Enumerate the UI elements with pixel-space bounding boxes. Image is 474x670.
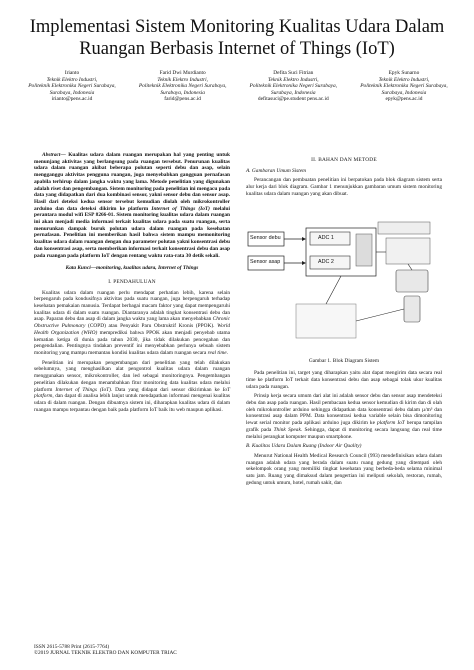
author-inst: Politeknik Elektronika Negeri Surabaya,: [249, 83, 338, 90]
page-footer: [34, 644, 177, 657]
author-name: Defita Suci Fitrian: [273, 70, 314, 76]
abstract-label: Abstract: [42, 152, 61, 158]
author-email: epyk@pens.ac.id: [385, 96, 423, 103]
text-run: . Sehingga, dapat di monitoring secara langsung dan real time melalui perangkat komputer maupun smartphone.: [246, 426, 442, 440]
section-heading-bahan: II. BAHAN DAN METODE: [311, 157, 377, 163]
text-run: memprediksi bahwa PPOK akan menjadi penyebab utama kematian ketiga di dunia pada tahun 2030, jika tidak dilakukan pencegahan dan pengendalian. Pentingnya tindakan preventif ini menyebabkan perlunya sebuah sistem monitoring yang mampu memantau kondisi kualitas udara dalam ruangan secara: [34, 329, 230, 356]
author-dept: Teknik Elektro Industri,: [157, 76, 208, 83]
abstract-emphasis: Internet of Things (IoT): [151, 205, 210, 212]
text-run: .: [226, 349, 228, 356]
author-2: [133, 70, 233, 103]
adc2-label: ADC 2: [318, 258, 334, 265]
author-inst: Politeknik Elektronika Negeri Surabaya,: [360, 83, 448, 90]
left-column: [34, 152, 230, 416]
author-city: Surabaya, Indonesia: [271, 89, 316, 96]
text-run-em: Internet of Things (IoT): [55, 386, 111, 393]
cloud-platform-box: [296, 304, 356, 338]
author-name: Irianto: [64, 70, 80, 76]
adc1-label: ADC 1: [318, 234, 334, 241]
author-email: defitasuci@pe.student pens.ac.id: [257, 96, 329, 103]
text-run-em: IoT platform: [34, 386, 230, 400]
footer-copyright: ©2019 JURNAL TEKNIK ELEKTRO DAN KOMPUTER TRIAC: [34, 650, 177, 657]
author-email: irianto@pens.ac.id: [51, 96, 93, 103]
keywords: [34, 265, 230, 272]
text-run-em: Think Speak: [273, 426, 301, 433]
subsection-heading-gambaran: A. Gambaran Umum Sistem: [246, 167, 306, 174]
author-dept: Teknik Elektro Industri,: [267, 76, 319, 83]
author-email: farid@pens.ac.id: [164, 96, 201, 103]
arduino-chip: [356, 234, 372, 266]
abstract-text: — Kualitas udara dalam ruangan merupakan hal yang penting untuk menunjang aktivitas yang berlangsung pada ruangan tersebut. Penurunan kualitas udara dalam ruangan akibat beberapa polutan seperti debu dan asap, selain mengganggu aktivitas pengguna ruangan, juga menyebabkan gangguan pernafasan apabila terhirup dalam jangka waktu yang lama. Metode penelitian yang digunakan adalah riset dan pengembangan. Sistem monitoring pada penelitian ini mengacu pada data yang didapatkan dari dua kombinasi sensor, yakni sensor debu dan sensor asap. Hasil dari deteksi kedua sensor tersebut kemudian diolah oleh mikrokontroller arduino dan data deteksi dikirim ke platform: [34, 152, 230, 212]
keywords-label: Kata Kunci: [65, 265, 91, 272]
text-run: Penelitian ini merupakan pengembangan dari penelitian yang telah dilakukan sebelumnya, yang menghasilkan alat pengontrol kualitas udara dalam ruangan menggunakan sensor, mikrokontroller, dan led sebagai monitoringnya. Pengembangan penelitian dilakukan dengan menambahkan fitur monitoring data kualitas udara melalui platform: [34, 359, 230, 393]
link-line: [408, 264, 412, 270]
author-3: [243, 70, 343, 103]
text-run: Prinsip kerja secara umum dari alat ini adalah sensor debu dan sensor asap mendeteksi debu dan asap pada ruangan. Hasil pembacaan kedua sensor kemudian di kirim dan di olah oleh mikrokontroller arduino sehingga didapatkan data konsentrasi debu dalam µ/m³ dan konsentrasi asap dalam PPM. Data konsentrasi kedua variable selain bisa dimonitoring lewat serial monitor pada aplikasi arduino juga dikirim ke: [246, 393, 442, 427]
author-4: [354, 70, 454, 103]
link-line: [326, 276, 341, 304]
author-name: Farid Dwi Murdianto: [159, 70, 206, 76]
figure-caption: Gambar 1. Blok Diagram Sistem: [308, 357, 380, 364]
paragraph: [34, 360, 230, 414]
lcd-display: [378, 222, 430, 234]
paragraph: Menurut National Health Medical Research Council (993) mendefinisikan udara dalam ruangan adalah udara yang berada dalam suatu ruang gedung yang ditempati oleh sekelompok orang yang memiliki tingkat kesehatan yang berbeda-beda selama minimal satu jam. Ruang yang dimaksud dalam pengertian ini meliputi sekolah, restoran, rumah, gedung untuk umum, hotel, rumah sakit, dan: [246, 452, 442, 486]
sensor-debu-label: Sensor debu: [250, 234, 281, 241]
smartphone-icon: [404, 296, 420, 322]
author-city: Surabaya, Indonesia: [160, 89, 205, 96]
wifi-module: [386, 238, 430, 264]
text-run: (COPD) atau Penyakit Paru Obstruktif Kronis (PPOK).: [85, 323, 218, 330]
author-city: Surabaya, Indonesia: [381, 89, 427, 96]
author-1: [22, 70, 122, 103]
author-block: [22, 70, 454, 103]
text-run: . Data yang didapat dari sensor dikirimkan ke: [110, 386, 223, 393]
footer-issn: ISSN 2615-5788 Print (2615-7764): [34, 644, 110, 650]
block-diagram: [246, 204, 442, 356]
text-run-em: World Health Organization (WHO): [34, 323, 231, 336]
subsection-heading-kualitas: B. Kualitas Udara Dalam Ruang (Indoor Air Quality): [246, 443, 362, 450]
author-inst: Politeknik Elektronika Negeri Surabaya,: [138, 83, 227, 90]
paper-title: Implementasi Sistem Monitoring Kualitas Udara Dalam Ruangan Berbasis Internet of Things (IoT): [29, 17, 445, 59]
author-dept: Teknik Elektro Industri,: [378, 76, 430, 83]
paragraph: [34, 290, 230, 357]
text-run: Kualitas udara dalam ruangan perlu mendapat perhatian lebih, karena selain berpengaruh pada kondusifnya aktivitas pada suatu ruangan, juga berpengaruh terhadap kesehatan pemakaian manusia. Terdapat berbagai macam faktor yang dapat mempengaruhi kualitas udara di dalam suatu ruangan. Diantaranya adalah tingkat konsentrasi debu dan asap. Paparan debu dan asap di dalam jangka waktu yang lama akan menyebabkan: [34, 289, 230, 323]
author-name: Epyk Sunarno: [388, 70, 420, 76]
right-column: [246, 152, 442, 489]
arrow-head: [302, 237, 306, 241]
paragraph: Perancangan dan pembuatan penelitian ini berpatokan pada blok diagram sistem serta alur kerja dari blok diagram. Gambar 1 menunjukkan gambaran umum sistem monitoring kualitas udara dalam ruangan yang akan dibuat.: [246, 177, 442, 197]
text-run-em: real time: [207, 349, 227, 356]
abstract: [34, 152, 230, 259]
author-inst: Politeknik Elektronika Negeri Surabaya,: [28, 83, 116, 90]
text-run-em: platform IoT: [376, 420, 405, 427]
arrow-head: [302, 261, 306, 265]
abstract-text-2: melalui perantara modul wifi ESP 8266-01. Sistem monitoring kualitas udara dalam ruangan ini akan menjadi media informasi terkait kualitas udara pada suatu ruangan, serta menurunkan dampak buruk polutan udara dalam ruangan pada kesehatan pernafasan. Penelitian ini memberikan hasil bahwa sistem mampu memonitoring kualitas udara dalam ruangan dengan dua parameter polutan yakni konsentrasi debu dan konsentrasi asap, serta memberikan informasi terkait konsentrasi debu dan asap pada ruangan pada platform IoT dengan rentang waktu rata-rata 30 detik sekali.: [34, 205, 230, 259]
sensor-asap-label: Sensor asap: [250, 258, 281, 265]
keywords-text: —monitoring, kualitas udara, Internet of Things: [90, 265, 199, 272]
computer-icon: [396, 270, 428, 292]
link-line: [356, 309, 404, 321]
text-run: berupa tampilan grafik pada: [246, 420, 442, 433]
author-city: Surabaya, Indonesia: [49, 89, 95, 96]
author-dept: Teknik Elektro Industri,: [46, 76, 98, 83]
paragraph: [246, 393, 442, 440]
paragraph: Pada penelitian ini, target yang diharapkan yaitu alat dapat mengirim data secara real time ke platform IoT terkait data konsentrasi debu dan asap sebagai tolak ukur kualitas udara pada ruangan.: [246, 370, 442, 390]
text-run: , dan dapat di analisa lebih lanjut untuk mendapatkan informasi mengenai kualitas udara di dalam ruangan. Dengan dibuatnya sistem ini, diharapkan kualitas udara di dalam ruangan mampu terpantau dengan baik pada platform IoT baik itu web maupun aplikasi.: [34, 393, 230, 413]
text-run-em: Chronic Obstructive Pulmonary: [34, 316, 230, 330]
block-diagram-svg: [246, 204, 442, 356]
section-heading-pendahuluan: I. PENDAHULUAN: [108, 278, 156, 285]
